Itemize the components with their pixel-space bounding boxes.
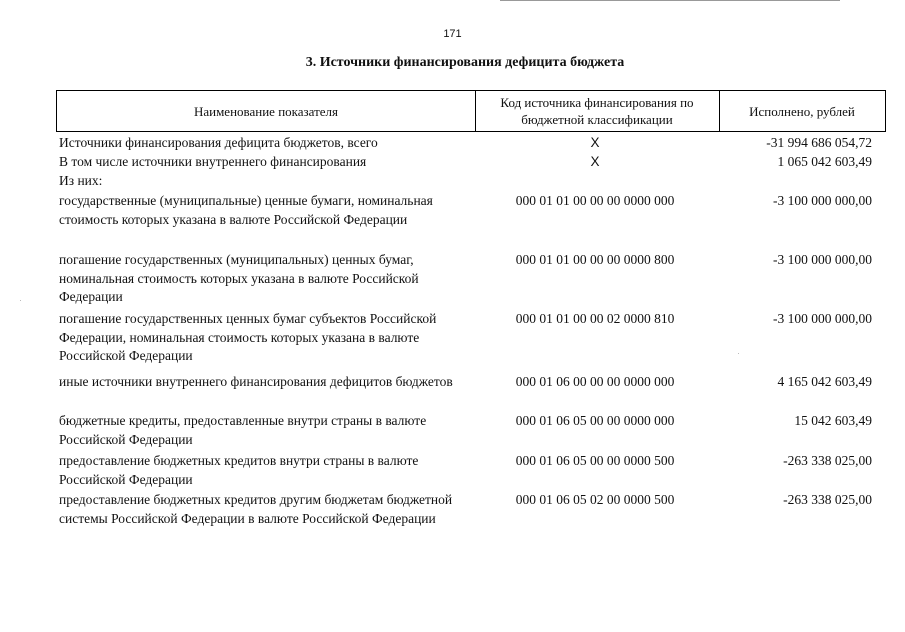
row-name: Источники финансирования дефицита бюджетов, всего — [59, 135, 378, 150]
row-name: В том числе источники внутреннего финансирования — [59, 154, 367, 169]
table-header — [56, 90, 886, 132]
row-name: иные источники внутреннего финансирования дефицитов бюджетов — [59, 374, 453, 389]
row-code: X — [590, 135, 600, 150]
row-value: -3 100 000 000,00 — [773, 252, 872, 267]
row-value: 15 042 603,49 — [794, 413, 872, 428]
row-code: 000 01 06 05 02 00 0000 500 — [515, 492, 675, 507]
scan-speck — [738, 353, 739, 354]
row-code: 000 01 06 05 00 00 0000 000 — [515, 413, 675, 428]
scan-edge-line — [500, 0, 840, 1]
row-code: 000 01 06 00 00 00 0000 000 — [515, 374, 675, 389]
header-cell-name — [57, 91, 476, 131]
section-title: 3. Источники финансирования дефицита бюджета — [305, 55, 625, 70]
row-value: -3 100 000 000,00 — [773, 311, 872, 326]
row-code: X — [590, 154, 600, 169]
row-code: 000 01 01 00 00 02 0000 810 — [515, 311, 675, 326]
row-code: 000 01 01 00 00 00 0000 000 — [515, 193, 675, 208]
row-name: предоставление бюджетных кредитов другим бюджетам бюджетной системы Российской Федерации в валюте Российской Федерации — [59, 492, 453, 526]
row-value: 4 165 042 603,49 — [777, 374, 872, 389]
scan-speck — [20, 300, 21, 301]
row-name: бюджетные кредиты, предоставленные внутри страны в валюте Российской Федерации — [59, 413, 427, 447]
page-number: 171 — [443, 28, 462, 40]
row-name: погашение государственных (муниципальных) ценных бумаг, номинальная стоимость которых указана в валюте Российской Федерации — [59, 252, 419, 304]
header-cell-code — [475, 91, 720, 131]
header-executed-label: Исполнено, рублей — [749, 103, 855, 119]
header-code-label: Код источника финансирования по бюджетной классификации — [500, 95, 694, 127]
header-name-label: Наименование показателя — [193, 103, 339, 119]
row-name: государственные (муниципальные) ценные бумаги, номинальная стоимость которых указана в валюте Российской Федерации — [59, 193, 433, 227]
header-cell-executed — [719, 91, 885, 131]
row-code: 000 01 01 00 00 00 0000 800 — [515, 252, 675, 267]
row-value: -3 100 000 000,00 — [773, 193, 872, 208]
row-name: Из них: — [59, 173, 103, 188]
row-name: предоставление бюджетных кредитов внутри страны в валюте Российской Федерации — [59, 453, 419, 487]
row-code: 000 01 06 05 00 00 0000 500 — [515, 453, 675, 468]
row-value: -263 338 025,00 — [783, 453, 872, 468]
row-value: -31 994 686 054,72 — [766, 135, 872, 150]
row-name: погашение государственных ценных бумаг субъектов Российской Федерации, номинальная стоимость которых указана в валюте Российской Федерации — [59, 311, 437, 363]
row-value: -263 338 025,00 — [783, 492, 872, 507]
row-value: 1 065 042 603,49 — [777, 154, 872, 169]
